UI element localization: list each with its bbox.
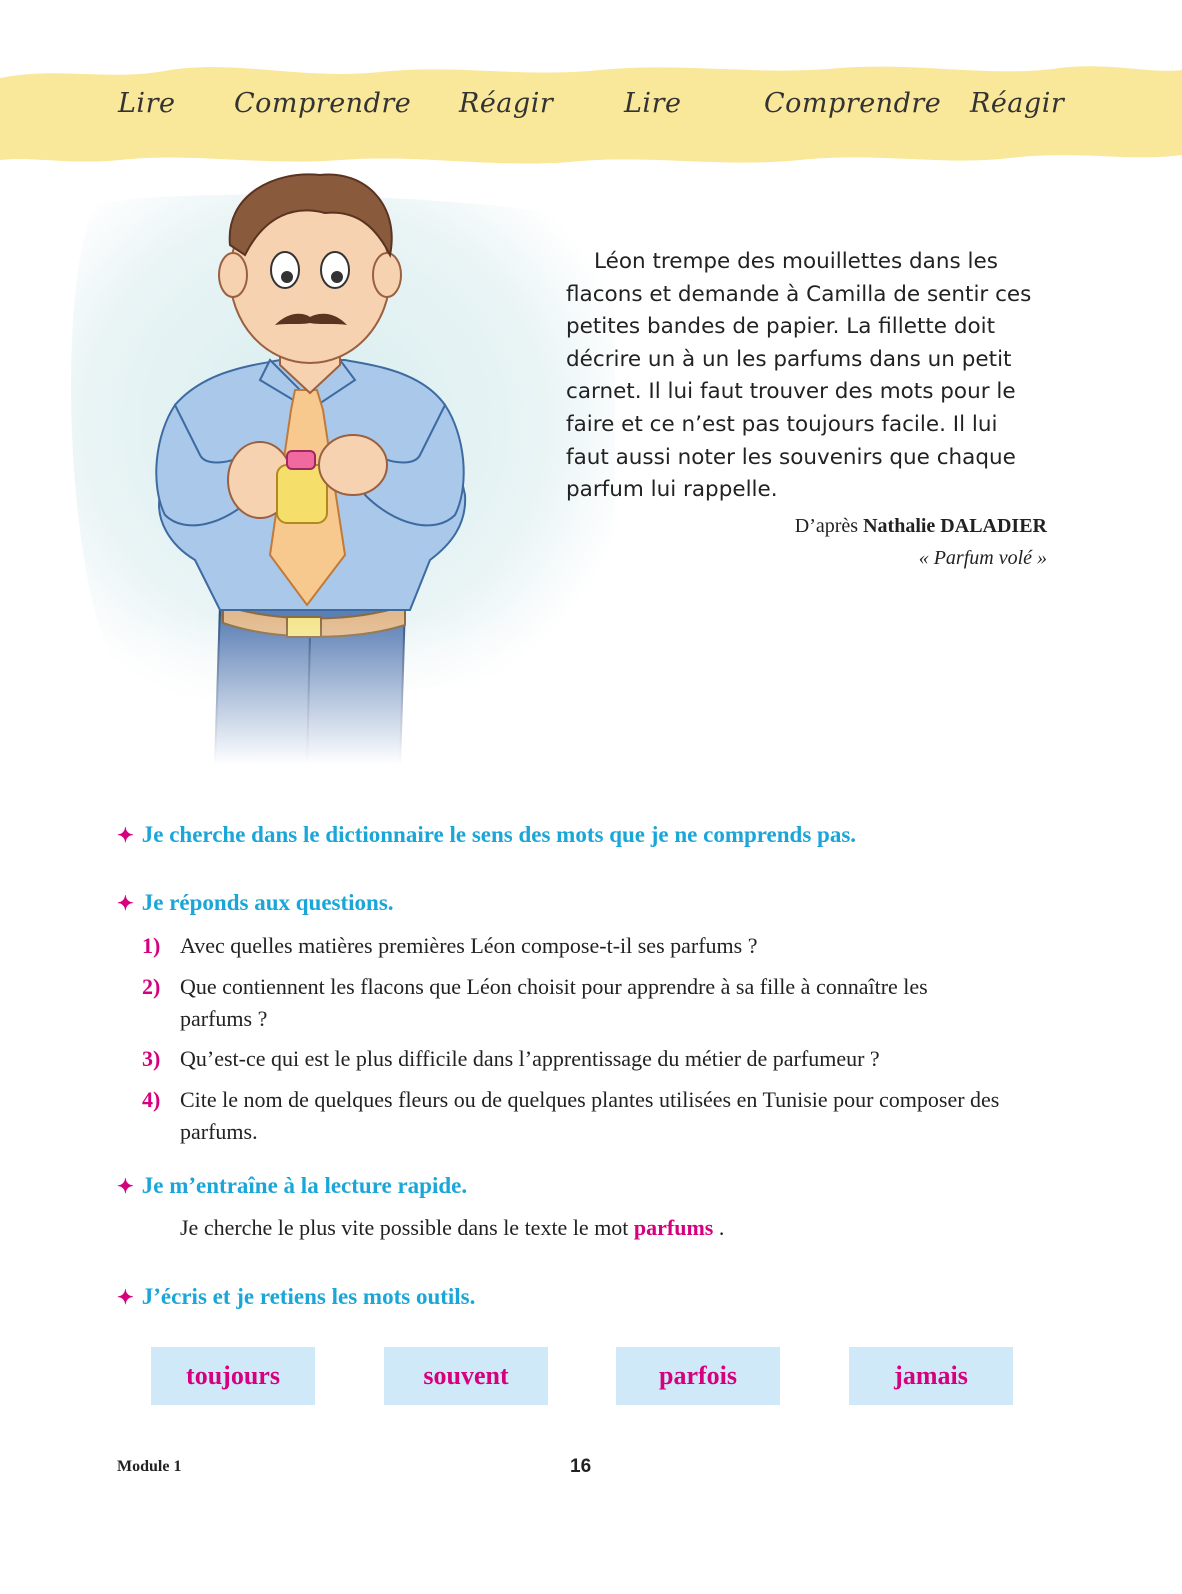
passage-line: faire et ce n’est pas toujours facile. Il lui [566, 411, 998, 437]
question-item [142, 1043, 1022, 1075]
speed-reading-text: Je cherche le plus vite possible dans le texte le mot [180, 1215, 629, 1240]
section-word-tools-title [117, 1284, 475, 1310]
question-text: Que contiennent les flacons que Léon choisit pour apprendre à sa fille à connaître les parfums ? [180, 974, 928, 1031]
speed-reading-keyword: parfums [633, 1215, 714, 1240]
question-text: Avec quelles matières premières Léon compose-t-il ses parfums ? [180, 933, 758, 958]
question-number: 2) [142, 974, 161, 999]
speed-reading-instruction [180, 1212, 724, 1244]
speed-reading-end: . [718, 1215, 725, 1240]
banner-word-comprendre: Comprendre [764, 88, 942, 119]
star-bullet-icon: ✦ [117, 1287, 134, 1309]
star-bullet-icon: ✦ [117, 825, 134, 847]
banner-word-lire: Lire [624, 88, 682, 119]
word-card-jamais: jamais [849, 1347, 1013, 1405]
question-number: 4) [142, 1087, 161, 1112]
question-number: 3) [142, 1046, 161, 1071]
question-item [142, 1084, 1022, 1148]
question-item [142, 930, 1022, 962]
passage-line: parfum lui rappelle. [566, 477, 778, 503]
footer-module-label: Module 1 [117, 1458, 182, 1475]
attribution-author-line [795, 510, 1047, 542]
word-card-parfois: parfois [616, 1347, 780, 1405]
section-questions-text: Je réponds aux questions. [141, 890, 394, 915]
star-bullet-icon: ✦ [117, 1176, 134, 1198]
section-speed-reading-text: Je m’entraîne à la lecture rapide. [141, 1173, 468, 1198]
work-title: « Parfum volé » [918, 547, 1047, 569]
section-questions-title [117, 890, 394, 916]
question-number: 1) [142, 933, 161, 958]
man-with-perfume-illustration [55, 165, 625, 765]
word-card-souvent: souvent [384, 1347, 548, 1405]
question-item [142, 971, 1022, 1035]
banner-word-reagir: Réagir [459, 88, 554, 119]
section-speed-reading-title [117, 1173, 467, 1199]
banner-words [0, 88, 1182, 138]
question-text: Qu’est-ce qui est le plus difficile dans l’apprentissage du métier de parfumeur ? [180, 1046, 880, 1071]
passage-line: décrire un à un les parfums dans un petit [566, 346, 1012, 372]
passage-line: faut aussi noter les souvenirs que chaque [566, 444, 1016, 470]
word-card-toujours: toujours [151, 1347, 315, 1405]
reading-passage [566, 246, 1056, 507]
author-name: Nathalie DALADIER [863, 515, 1047, 537]
attribution [795, 510, 1047, 574]
banner-word-lire: Lire [118, 88, 176, 119]
section-word-tools-text: J’écris et je retiens les mots outils. [141, 1284, 476, 1309]
banner-word-reagir: Réagir [970, 88, 1065, 119]
passage-line: flacons et demande à Camilla de sentir ces [566, 281, 1032, 307]
passage-line: carnet. Il lui faut trouver des mots pour le [566, 379, 1016, 405]
section-dictionary-title [117, 822, 856, 848]
attribution-prefix: D’après [794, 515, 859, 537]
section-dictionary-text: Je cherche dans le dictionnaire le sens des mots que je ne comprends pas. [141, 822, 857, 847]
question-text: Cite le nom de quelques fleurs ou de quelques plantes utilisées en Tunisie pour composer des parfums. [180, 1087, 1000, 1144]
star-bullet-icon: ✦ [117, 893, 134, 915]
banner-word-comprendre: Comprendre [234, 88, 412, 119]
passage-line: Léon trempe des mouillettes dans les [594, 249, 998, 274]
page-number: 16 [570, 1456, 592, 1477]
passage-line: petites bandes de papier. La fillette doit [566, 314, 996, 340]
